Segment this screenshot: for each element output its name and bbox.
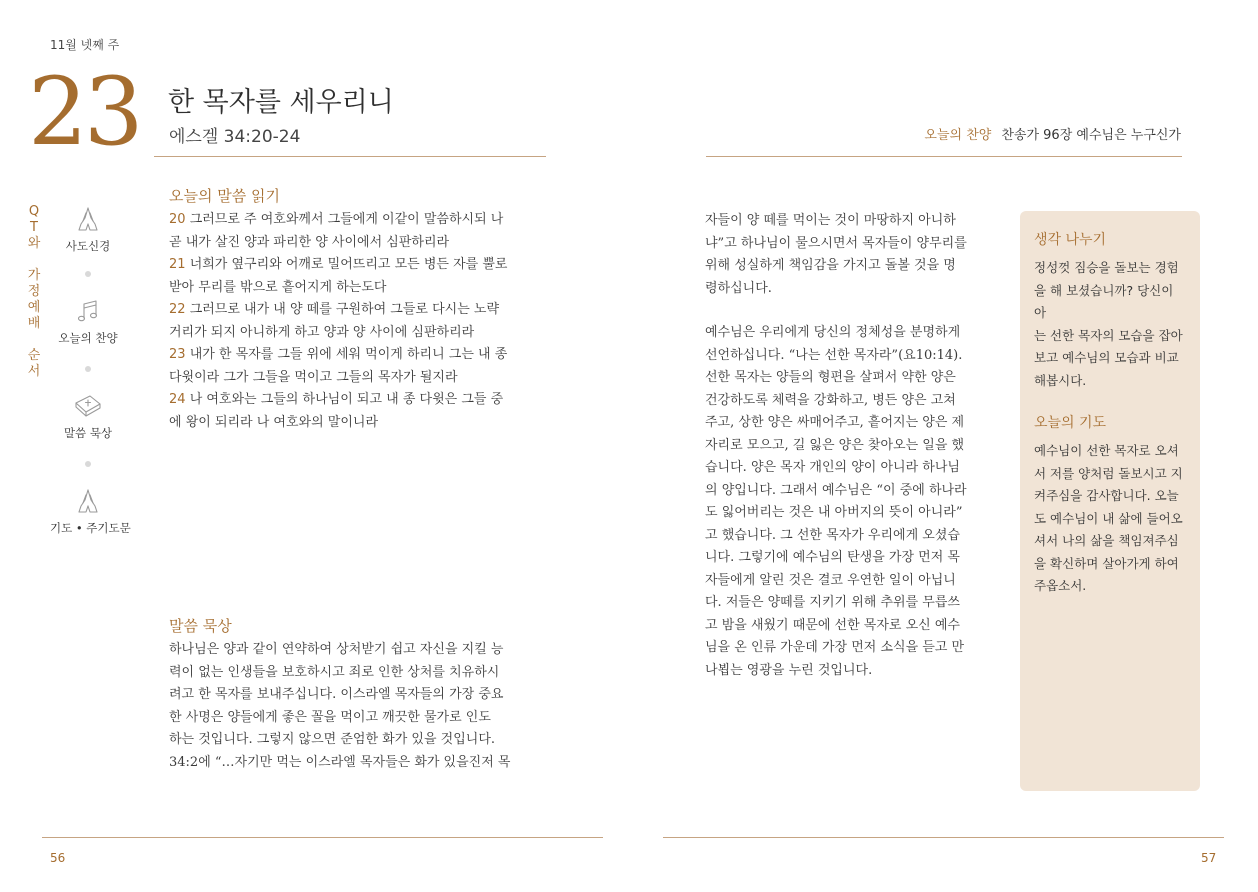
share-line: 정성껏 짐승을 돌보는 경험 <box>1034 260 1179 275</box>
verse-text: 다윗이라 그가 그들을 먹이고 그들의 목자가 될지라 <box>169 369 458 385</box>
body-line: 냐”고 하나님이 물으시면서 목자들이 양무리를 <box>705 235 967 251</box>
qt-order-item-creed <box>50 204 126 254</box>
body-line: 주고, 상한 양은 싸매어주고, 흩어지는 양은 제 <box>705 415 965 430</box>
body-line: 령하십니다. <box>705 280 772 296</box>
qt-label-char <box>26 252 42 268</box>
verse-number: 20 <box>169 212 186 227</box>
qt-order-item-label: 사도신경 <box>65 239 111 253</box>
verse-text: 받아 무리를 밖으로 흩어지게 하는도다 <box>169 279 387 295</box>
prayer-line: 주옵소서. <box>1034 578 1087 593</box>
qt-order-item-hymn <box>50 296 126 346</box>
prayer-line: 켜주심을 감사합니다. 오늘 <box>1034 488 1179 503</box>
body-line: 도 잃어버리는 것은 내 아버지의 뜻이 아니라” <box>705 505 963 520</box>
scripture-line <box>169 254 547 277</box>
qt-order-item-prayer <box>50 486 131 536</box>
verse-number: 23 <box>169 347 186 362</box>
hymn-title: 찬송가 96장 예수님은 누구신가 <box>1001 128 1181 143</box>
meditation-heading: 말씀 묵상 <box>169 617 232 635</box>
prayer-line: 셔서 나의 삶을 책임져주심 <box>1034 533 1179 548</box>
qt-label-char: Q <box>28 204 40 219</box>
meditation-line: 하나님은 양과 같이 연약하여 상처받기 쉽고 자신을 지킬 능 <box>169 642 504 657</box>
body-line: 고 했습니다. 그 선한 목자가 우리에게 오셨습 <box>705 527 960 543</box>
share-line: 해봅시다. <box>1034 372 1087 388</box>
body-line: 자들이 양 떼를 먹이는 것이 마땅하지 아니하 <box>705 213 956 228</box>
verse-text: 그러므로 내가 내 양 떼를 구원하여 그들로 다시는 노략 <box>189 302 500 317</box>
praying-hands-icon <box>73 486 103 516</box>
body-line: 선한 목자는 양들의 형편을 살펴서 약한 양은 <box>705 370 956 385</box>
verse-text: 그러므로 주 여호와께서 그들에게 이같이 말씀하시되 나 <box>189 212 504 227</box>
scripture-line <box>169 299 547 322</box>
body-line: 고 밤을 새웠기 때문에 선한 목자로 오신 예수 <box>705 617 960 633</box>
scripture-line <box>169 277 547 300</box>
hymn-line <box>924 124 1181 143</box>
meditation-line: 한 사명은 양들에게 좋은 꼴을 먹이고 깨끗한 물가로 인도 <box>169 709 491 725</box>
meditation-line: 하는 것입니다. 그렇지 않으면 준엄한 화가 있을 것입니다. <box>169 732 496 747</box>
body-line: 위해 성실하게 책임감을 가지고 돌볼 것을 명 <box>705 258 956 273</box>
verse-number: 22 <box>169 302 186 317</box>
scripture-line <box>169 209 547 232</box>
prayer-heading: 오늘의 기도 <box>1034 415 1107 431</box>
body-line: 의 양입니다. 그래서 예수님은 “이 중에 하나라 <box>705 482 967 498</box>
qt-label-char: 배 <box>27 316 41 331</box>
body-line: 자리로 모으고, 길 잃은 양은 찾아오는 일을 했 <box>705 437 965 453</box>
qt-label-char: T <box>30 220 38 235</box>
share-line: 보고 예수님의 모습과 비교 <box>1034 350 1179 365</box>
scripture-line <box>169 344 547 367</box>
prayer-line: 을 확신하며 살아가게 하여 <box>1034 555 1179 571</box>
share-line: 을 해 보셨습니까? 당신이 아 <box>1034 282 1174 320</box>
meditation-paragraph-2 <box>705 322 997 682</box>
share-text <box>1034 257 1188 392</box>
verse-number: 24 <box>169 392 186 407</box>
qt-label-char: 서 <box>27 364 41 379</box>
qt-label-char: 가 <box>27 268 41 283</box>
meditation-text <box>169 639 547 774</box>
scripture-line <box>169 367 547 390</box>
scripture-line <box>169 389 547 412</box>
scripture-line <box>169 322 547 345</box>
meditation-line: 력이 없는 인생들을 보호하시고 죄로 인한 상처를 치유하시 <box>169 664 500 680</box>
page-number-right: 57 <box>1201 851 1217 865</box>
qt-order-item-label: 말씀 묵상 <box>63 426 113 440</box>
page-title: 한 목자를 세우리니 <box>168 87 394 118</box>
qt-order-item-label: 오늘의 찬양 <box>58 331 118 345</box>
scripture-line <box>169 232 547 255</box>
verse-text: 내가 한 목자를 그들 위에 세워 먹이게 하리니 그는 내 종 <box>189 347 508 362</box>
prayer-line: 서 저를 양처럼 돌보시고 지 <box>1034 465 1183 481</box>
meditation-continued <box>705 210 997 300</box>
body-line: 습니다. 양은 목자 개인의 양이 아니라 하나님 <box>705 460 960 475</box>
share-line: 는 선한 목자의 모습을 잡아 <box>1034 327 1183 343</box>
meditation-line: 34:2에 “…자기만 먹는 이스라엘 목자들은 화가 있을진저 목 <box>169 754 511 770</box>
body-line: 자들에게 알린 것은 결코 우연한 일이 아닙니 <box>705 572 956 588</box>
prayer-line: 예수님이 선한 목자로 오셔 <box>1034 443 1179 458</box>
body-line: 니다. 그렇기에 예수님의 탄생을 가장 먼저 목 <box>705 550 960 565</box>
scripture-text <box>169 209 547 434</box>
separator-dot <box>85 461 91 467</box>
verse-text: 나 여호와는 그들의 하나님이 되고 내 종 다윗은 그들 중 <box>189 392 504 407</box>
separator-dot <box>85 366 91 372</box>
qt-label-char: 예 <box>27 300 41 315</box>
praying-hands-icon <box>73 204 103 234</box>
bible-icon <box>72 391 104 421</box>
footer-divider-right <box>663 837 1224 838</box>
body-line: 건강하도록 체력을 강화하고, 병든 양은 고쳐 <box>705 392 956 408</box>
hymn-label: 오늘의 찬양 <box>924 128 992 143</box>
reading-heading: 오늘의 말씀 읽기 <box>169 187 280 205</box>
week-label: 11월 넷째 주 <box>50 38 120 52</box>
sidebar-box <box>1020 211 1200 791</box>
scripture-line <box>169 412 547 435</box>
separator-dot <box>85 271 91 277</box>
verse-text: 에 왕이 되리라 나 여호와의 말이니라 <box>169 414 379 430</box>
header-divider-left <box>154 156 546 157</box>
qt-order-item-meditation <box>50 391 126 441</box>
meditation-line: 려고 한 목자를 보내주십니다. 이스라엘 목자들의 가장 중요 <box>169 687 504 702</box>
qt-label-char: 순 <box>27 348 41 363</box>
body-line: 다. 저들은 양떼를 지키기 위해 추위를 무릅쓰 <box>705 595 960 610</box>
share-heading: 생각 나누기 <box>1034 232 1107 248</box>
body-line: 선언하십니다. “나는 선한 목자라”(요10:14). <box>705 347 963 363</box>
body-line: 나뵙는 영광을 누린 것입니다. <box>705 662 873 678</box>
prayer-text <box>1034 440 1188 598</box>
qt-label-char: 와 <box>27 236 41 251</box>
qt-order-item-label: 기도 • 주기도문 <box>50 521 131 535</box>
header-divider-right <box>706 156 1182 157</box>
qt-order-vertical-label <box>26 204 42 380</box>
body-line: 예수님은 우리에게 당신의 정체성을 분명하게 <box>705 325 961 340</box>
body-line: 님을 온 인류 가운데 가장 먼저 소식을 듣고 만 <box>705 640 965 655</box>
qt-label-char <box>26 332 42 348</box>
verse-text: 거리가 되지 아니하게 하고 양과 양 사이에 심판하리라 <box>169 324 475 340</box>
scripture-reference: 에스겔 34:20-24 <box>169 127 301 147</box>
footer-divider-left <box>42 837 603 838</box>
page-number-left: 56 <box>50 851 66 865</box>
verse-text: 너희가 옆구리와 어깨로 밀어뜨리고 모든 병든 자를 뿔로 <box>189 257 508 272</box>
verse-number: 21 <box>169 257 186 272</box>
verse-text: 곧 내가 살진 양과 파리한 양 사이에서 심판하리라 <box>169 234 450 250</box>
music-note-icon <box>73 296 103 326</box>
prayer-line: 도 예수님이 내 삶에 들어오 <box>1034 510 1183 526</box>
qt-label-char: 정 <box>27 284 41 299</box>
day-number: 23 <box>28 58 140 167</box>
